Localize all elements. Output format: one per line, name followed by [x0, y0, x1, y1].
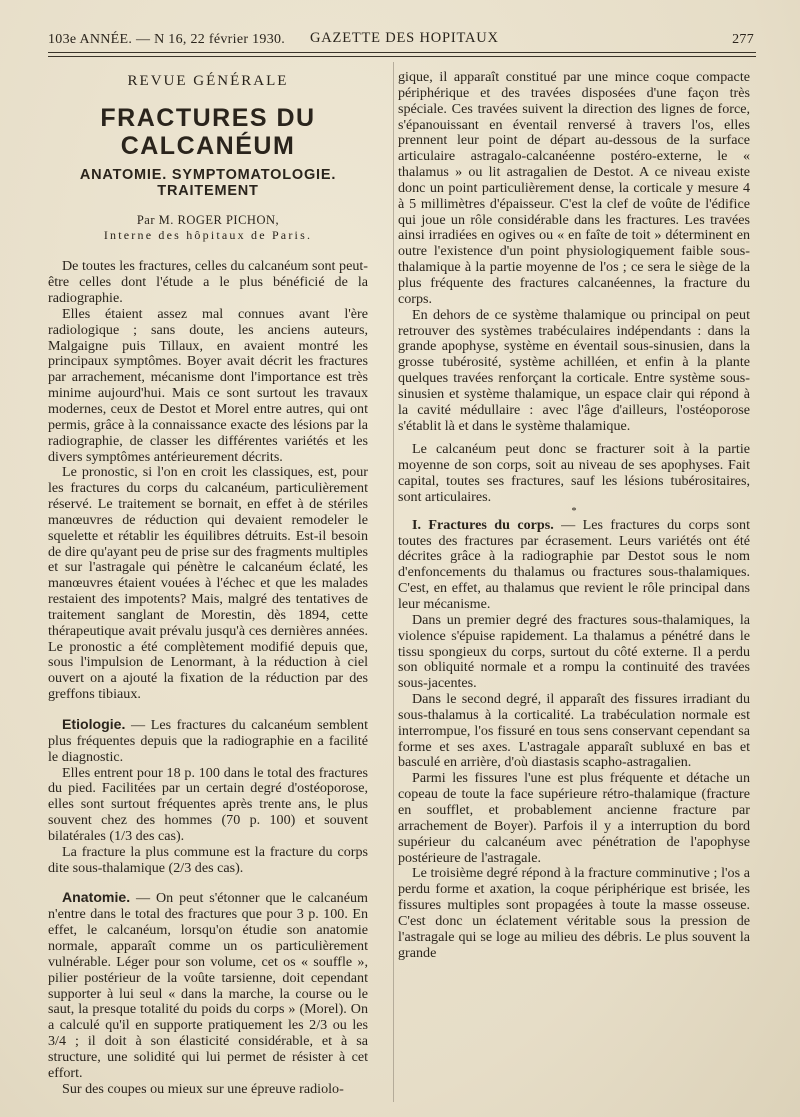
left-column — [48, 68, 368, 1097]
author-affiliation: Interne des hôpitaux de Paris. — [103, 227, 313, 242]
paragraph-text: — Les fractures du calcanéum semblent plus fréquentes depuis que la radiographie en a facilité le diagnostic. — [48, 717, 368, 765]
section-heading-etiologie: Etiologie. — [62, 716, 126, 732]
column-divider — [393, 62, 394, 1102]
page-number: 277 — [732, 32, 754, 47]
etiologie-paragraph — [48, 717, 368, 766]
paragraph: Parmi les fissures l'une est plus fréquente et détache un copeau de toute la face supérieure rétro-thalamique (fracture en soufflet, et probablement ancienne fracture par arrachement de Boyer). Parfois il y a interruption du bord supérieur du calcanéum avec pénétration de l'apophyse postérieure de l'astragale. — [398, 770, 750, 866]
paragraph: Le troisième degré répond à la fracture comminutive ; l'os a perdu forme et axation, la coque périphérique est brisée, les fissures multiples sont propagées à toute la masse osseuse. C'est donc un éclatement véritable sous la pression de l'astragale qui se loge au milieu des débris. Le plus souvent la grande — [398, 865, 750, 961]
right-column — [398, 70, 750, 961]
paragraph: Elles entrent pour 18 p. 100 dans le total des fractures du pied. Facilitées par un certain degré d'ostéoporose, elles sont surtout fréquentes après trente ans, le plus souvent chez des hommes (70 p. 100) et souvent bilatérales (1/3 des cas). — [48, 764, 368, 844]
article-subtitle: ANATOMIE. SYMPTOMATOLOGIE. TRAITEMENT — [79, 166, 337, 199]
section-heading-fractures-du-corps: I. Fractures du corps. — [412, 516, 554, 533]
paragraph: Elles étaient assez mal connues avant l'ère radiologique ; sans doute, les anciens auteurs, Malgaigne puis Tillaux, en avaient montré les principaux symptômes. Boyer avait décrit les fractures par arrachement, mécanisme dont l'importance est très minime aujourd'hui. Mais ce sont surtout les travaux modernes, ceux de Destot et Morel entre autres, qui ont permis, grâce à la connaissance exacte des lésions par la radiographie, de classer les différentes variétés et les divers symptômes antérieurement décrits. — [48, 305, 368, 465]
paragraph: Dans un premier degré des fractures sous-thalamiques, la violence s'épuise rapidement. La thalamus a pénétré dans le tissu spongieux du corps, surtout du côté externe. Il a perdu son obliquité normale et a rompu la continuité des travées sous-jacentes. — [398, 611, 750, 692]
paragraph: En dehors de ce système thalamique ou principal on peut retrouver des systèmes trabéculaires indépendants : dans la grande apophyse, système en éventail sous-sinusien, dans la grosse tubérosité, système achilléen, et enfin à la plante quelques travées renforçant la corticale. Entre système sous-sinusien et système thalamique, un espace clair qui répond à la cavité médullaire : avec l'âge d'ailleurs, l'ostéoporose s'établit là et dans le système thalamique. — [398, 306, 750, 434]
section-heading-anatomie: Anatomie. — [62, 889, 131, 906]
paragraph: De toutes les fractures, celles du calcanéum sont peut-être celles dont l'étude a le plus bénéficié de la radiographie. — [48, 258, 368, 307]
issue-info: 103e ANNÉE. — N 16, 22 février 1930. — [48, 32, 286, 47]
header-rule — [48, 52, 756, 53]
header-rule-secondary — [48, 56, 756, 57]
paragraph: La fracture la plus commune est la fracture du corps dite sous-thalamique (2/3 des cas). — [48, 843, 368, 876]
author-byline: Par M. ROGER PICHON, — [136, 212, 280, 227]
paragraph: gique, il apparaît constitué par une mince coque compacte périphérique et des travées disposées d'une façon très spéciale. Ces travées suivent la direction des lignes de force, s'épanouissant en éventail renversé à travers l'os, elles prennent leur point de départ au-dessous de la surface articulaire astragalo-calcanéenne postéro-externe, le « thalamus » ou lit astragalien de Destot. A ce niveau existe donc un point particulièrement dense, la corticale y mesure 4 à 5 millimètres d'épaisseur. C'est la clef de voûte de l'édifice qui joue un rôle considérable dans les fractures. Les travées ainsi irradiées en ogives ou « en faîte de toit » déterminent en outre l'existence d'un point physiologiquement faible sous-thalamique à la partie moyenne de l'os ; ce sera le siège de la plus fréquente des fractures calcanéennes, la fracture du corps. — [398, 69, 750, 307]
article-kicker: REVUE GÉNÉRALE — [127, 73, 289, 89]
paragraph: Le calcanéum peut donc se fracturer soit à la partie moyenne de son corps, soit au niveau de ses apophyses. Fait capital, toutes ses fractures, sauf les lésions tubérositaires, sont articulaires. — [398, 441, 750, 505]
section-separator: * — [571, 505, 577, 517]
paragraph: Sur des coupes ou mieux sur une épreuve radiolo- — [62, 1080, 344, 1097]
anatomie-paragraph — [48, 890, 368, 1081]
paragraph-text: — On peut s'étonner que le calcanéum n'entre dans le total des fractures que pour 3 p. 100. En effet, le calcanéum, lorsqu'on étudie son anatomie normale, apparaît comme un os particulièrement vulnérable. Léger pour son volume, cet os « souffle », pilier postérieur de la voûte tarsienne, doit cependant supporter à lui seul « dans la marche, la course ou le saut, la presque totalité du poids du corps » (Morel). On a calculé qu'il en supporte pratiquement les 2/3 ou les 3/4 ; il doit à son élasticité considérable, et à sa structure, une solidité qui lui permet de résister à cet effort. — [48, 890, 368, 1081]
paragraph: Dans le second degré, il apparaît des fissures irradiant du sous-thalamus à la corticalité. La trabéculation normale est interrompue, l'os fissuré en tous sens conservant cependant sa forme et ses axes. L'astragale apparaît subluxé en bas et basculé en arrière, d'où diastasis scapho-astragalien. — [398, 691, 750, 771]
journal-title: GAZETTE DES HOPITAUX — [310, 30, 499, 46]
article-title: FRACTURES DU CALCANÉUM — [100, 103, 316, 160]
paragraph: Le pronostic, si l'on en croit les classiques, est, pour les fractures du corps du calcanéum, particulièrement réservé. Le traitement se bornait, en effet à de stériles manœuvres de réduction qui devaient remodeler le squelette et rétablir les équilibres détruits. Est-il besoin de dire qu'ayant peu de prise sur des fragments multiples et sur l'astragale qui pénètre le calcanéum éclaté, les manœuvres étaient vouées à l'échec et que les malades restaient des impotents? Mais, malgré des tentatives de traitement sanglant de Morestin, dès 1894, cette thérapeutique avait prévalu jusqu'à ces dernières années. Le pronostic a été complètement modifié depuis que, sous l'impulsion de Lenormant, à la réduction à ciel ouvert on a ajouté la fixation de la réduction par des greffons tibiaux. — [48, 464, 368, 703]
paragraph-text: — Les fractures du corps sont toutes des fractures par écrasement. Leurs variétés ont été décrites grâce à la radiographie par Destot sous le nom d'enfoncements du thalamus ou fractures sous-thalamiques. C'est, en effet, au thalamus que revient le rôle principal dans leur mécanisme. — [398, 516, 750, 612]
section1-paragraph — [398, 518, 750, 613]
page-header — [48, 28, 754, 54]
